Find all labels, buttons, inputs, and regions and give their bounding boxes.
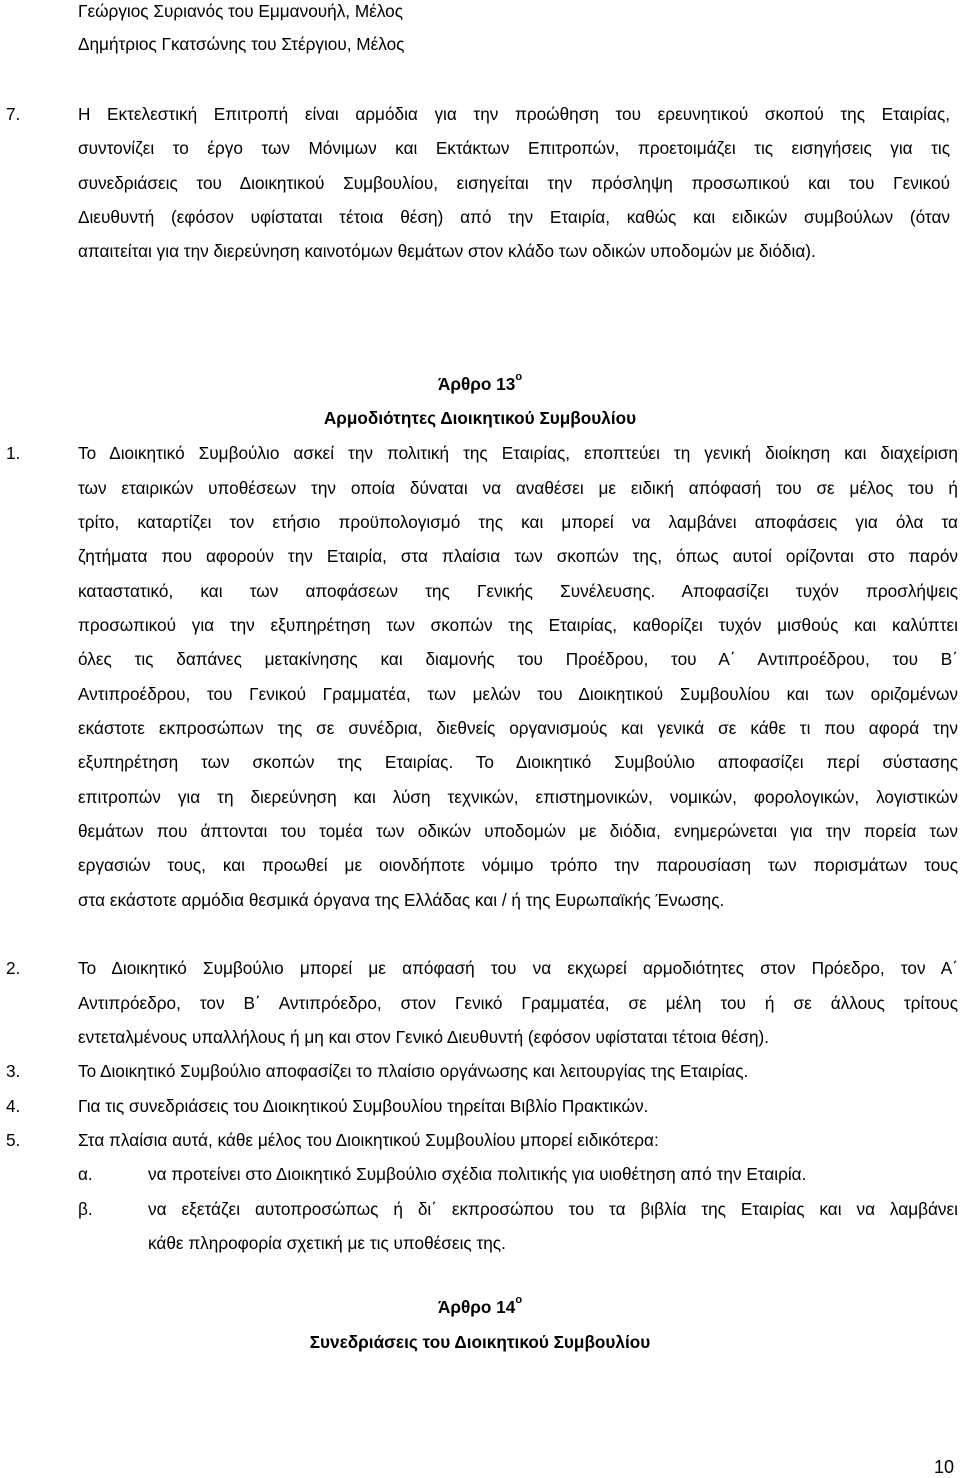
item-number: 2.	[6, 958, 21, 978]
paragraph-line: στα εκάστοτε αρμόδια θεσμικά όργανα της Ελλάδας και / ή της Ευρωπαϊκής Ένωσης.	[78, 890, 725, 910]
member-line: Γεώργιος Συριανός του Εμμανουήλ, Μέλος	[78, 1, 404, 21]
paragraph-line: Αντιπροέδρου, του Γενικού Γραμματέα, των μελών του Διοικητικού Συμβουλίου και των οριζομένων	[78, 684, 958, 704]
paragraph-line: όλες τις δαπάνες μετακίνησης και διαμονής του Προέδρου, του Α΄ Αντιπροέδρου, του Β΄	[78, 649, 958, 669]
article-heading: Άρθρο $13^o$	[437, 371, 523, 394]
paragraph-line: Το Διοικητικό Συμβούλιο ασκεί την πολιτική της Εταιρίας, εποπτεύει τη γενική διοίκηση και διαχείριση	[78, 443, 958, 463]
paragraph-line: Διευθυντή (εφόσον υφίσταται τέτοια θέση) από την Εταιρία, καθώς και ειδικών συμβούλων (όταν	[78, 207, 950, 227]
paragraph-line: ζητήματα που αφορούν την Εταιρία, στα πλαίσια των σκοπών της, όπως αυτοί ορίζονται στο παρόν	[78, 546, 958, 566]
paragraph-line: καταστατικό, και των αποφάσεων της Γενικής Συνέλευσης. Αποφασίζει τυχόν προσλήψεις	[78, 581, 958, 601]
paragraph-line: απαιτείται για την διερεύνηση καινοτόμων θεμάτων στον κλάδο των οδικών υποδομών με διόδια).	[78, 241, 816, 261]
sub-item-text: να εξετάζει αυτοπροσώπως ή δι΄ εκπροσώπου του τα βιβλία της Εταιρίας και να λαμβάνει	[148, 1199, 958, 1219]
sub-item-label: β.	[78, 1199, 93, 1219]
item-number: 1.	[6, 443, 21, 463]
page-number: 10	[934, 1457, 955, 1477]
item-number: 3.	[6, 1061, 21, 1081]
sub-item-text: κάθε πληροφορία σχετική με τις υποθέσεις της.	[148, 1233, 506, 1253]
paragraph-line: τρίτο, καταρτίζει τον ετήσιο προϋπολογισμό της και μπορεί να λαμβάνει αποφάσεις για όλα τα	[78, 512, 958, 532]
article-subheading: Αρμοδιότητες Διοικητικού Συμβουλίου	[323, 408, 637, 428]
paragraph-line: Στα πλαίσια αυτά, κάθε μέλος του Διοικητικού Συμβουλίου μπορεί ειδικότερα:	[78, 1130, 659, 1150]
paragraph-line: Αντιπρόεδρο, τον Β΄ Αντιπρόεδρο, στον Γενικό Γραμματέα, σε μέλη του ή σε άλλους τρίτους	[78, 993, 958, 1013]
sub-item-label: α.	[78, 1164, 93, 1184]
paragraph-line: εκάστοτε εκπροσώπων της σε συνέδρια, διεθνείς οργανισμούς και γενικά σε κάθε τι που αφορά την	[78, 718, 958, 738]
paragraph-line: συνεδριάσεις του Διοικητικού Συμβουλίου, εισηγείται την πρόσληψη προσωπικού και του Γενικού	[78, 173, 950, 193]
paragraph-line: των εταιρικών υποθέσεων την οποία δύναται να αναθέσει με ειδική απόφασή του σε μέλος του ή	[78, 478, 958, 498]
article-subheading: Συνεδριάσεις του Διοικητικού Συμβουλίου	[309, 1332, 651, 1352]
item-number: 4.	[6, 1096, 21, 1116]
item-number: 7.	[6, 104, 21, 124]
member-line: Δημήτριος Γκατσώνης του Στέργιου, Μέλος	[78, 34, 405, 54]
paragraph-line: θεμάτων που άπτονται του τομέα των οδικών υποδομών με διόδια, ενημερώνεται για την πορεία των	[78, 821, 958, 841]
paragraph-line: Το Διοικητικό Συμβούλιο μπορεί με απόφασή του να εκχωρεί αρμοδιότητες στον Πρόεδρο, τον Α΄	[78, 958, 958, 978]
paragraph-line: εξυπηρέτηση των σκοπών της Εταιρίας. Το Διοικητικό Συμβούλιο αποφασίζει περί σύστασης	[78, 752, 958, 772]
paragraph-line: Η Εκτελεστική Επιτροπή είναι αρμόδια για την προώθηση του ερευνητικού σκοπού της Εταιρίας,	[78, 104, 950, 124]
paragraph-line: εργασιών τους, και προωθεί με οιονδήποτε νόμιμο τρόπο την παρουσίαση των πορισμάτων τους	[78, 855, 958, 875]
paragraph-line: επιτροπών για τη διερεύνηση και λύση τεχνικών, επιστημονικών, νομικών, φορολογικών, λογιστικών	[78, 787, 958, 807]
paragraph-line: Για τις συνεδριάσεις του Διοικητικού Συμβουλίου τηρείται Βιβλίο Πρακτικών.	[78, 1096, 649, 1116]
paragraph-line: εντεταλμένους υπαλλήλους ή μη και στον Γενικό Διευθυντή (εφόσον υφίσταται τέτοια θέση).	[78, 1027, 770, 1047]
sub-item-text: να προτείνει στο Διοικητικό Συμβούλιο σχέδια πολιτικής για υιοθέτηση από την Εταιρία.	[148, 1164, 807, 1184]
paragraph-line: συντονίζει το έργο των Μόνιμων και Εκτάκτων Επιτροπών, προετοιμάζει τις εισηγήσεις για τις	[78, 138, 950, 158]
article-heading: Άρθρο $14^o$	[437, 1294, 523, 1317]
paragraph-line: προσωπικού για την εξυπηρέτηση των σκοπών της Εταιρίας, καθορίζει τυχόν μισθούς και καλύπτει	[78, 615, 958, 635]
paragraph-line: Το Διοικητικό Συμβούλιο αποφασίζει το πλαίσιο οργάνωσης και λειτουργίας της Εταιρίας.	[78, 1061, 749, 1081]
item-number: 5.	[6, 1130, 21, 1150]
